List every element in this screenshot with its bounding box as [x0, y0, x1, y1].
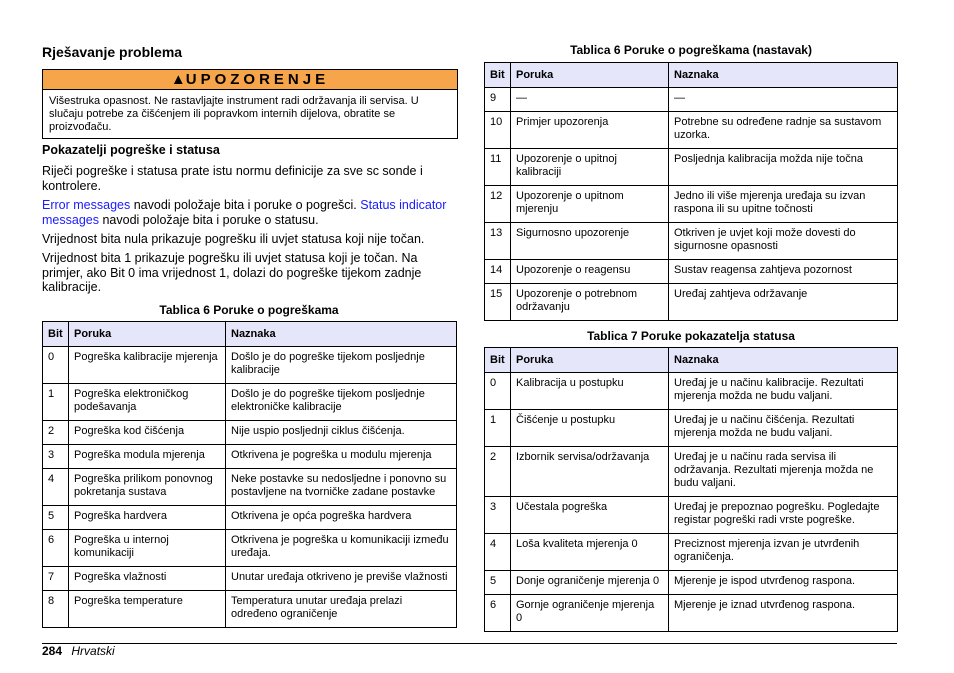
description-cell: Jedno ili više mjerenja uređaja su izvan raspona ili su upitne točnosti — [669, 186, 898, 223]
bit-cell: 8 — [43, 591, 69, 628]
status-indicator-messages-link[interactable]: Status indicator messages — [42, 198, 447, 227]
description-cell: Preciznost mjerenja izvan je utvrđenih ograničenja. — [669, 534, 898, 571]
description-cell: Temperatura unutar uređaja prelazi određeno ograničenje — [226, 591, 457, 628]
paragraph: Vrijednost bita 1 prikazuje pogrešku ili uvjet statusa koji je točan. Na primjer, ako Bit 0 ima vrijednost 1, dolazi do pogreške tijekom zadnje kalibracije. — [42, 251, 422, 294]
bit-cell: 4 — [43, 469, 69, 506]
description-cell: Došlo je do pogreške tijekom posljednje kalibracije — [226, 347, 457, 384]
column-header: Bit — [485, 63, 511, 88]
table-row — [485, 447, 898, 497]
message-cell: Upozorenje o reagensu — [511, 260, 669, 284]
bit-cell: 5 — [43, 506, 69, 530]
message-cell: Pogreška elektroničkog podešavanja — [69, 384, 226, 421]
warning-title: UPOZORENJE — [185, 71, 330, 88]
description-cell: Uređaj je prepoznao pogrešku. Pogledajte registar pogreški radi vrste pogreške. — [669, 497, 898, 534]
bit-cell: 4 — [485, 534, 511, 571]
message-cell: Pogreška hardvera — [69, 506, 226, 530]
table-header-row — [43, 322, 457, 347]
message-cell: Čišćenje u postupku — [511, 410, 669, 447]
table-row — [43, 567, 457, 591]
description-cell: Posljednja kalibracija možda nije točna — [669, 149, 898, 186]
table-row — [485, 284, 898, 321]
description-cell: Unutar uređaja otkriveno je previše vlažnosti — [226, 567, 457, 591]
description-cell: — — [669, 88, 898, 112]
bit-cell: 12 — [485, 186, 511, 223]
description-cell: Neke postavke su nedosljedne i ponovno su postavljene na tvorničke zadane postavke — [226, 469, 457, 506]
footer-divider — [42, 643, 897, 644]
table-row — [485, 88, 898, 112]
table-row — [485, 534, 898, 571]
subsection-title: Pokazatelji pogreške i statusa — [42, 143, 220, 157]
error-messages-table — [42, 321, 457, 628]
column-header: Bit — [485, 348, 511, 373]
message-cell: Loša kvaliteta mjerenja 0 — [511, 534, 669, 571]
message-cell: Upozorenje o upitnoj kalibraciji — [511, 149, 669, 186]
description-cell: Sustav reagensa zahtjeva pozornost — [669, 260, 898, 284]
warning-text: Višestruka opasnost. Ne rastavljajte instrument radi održavanja ili servisa. U slučaju potrebe za čišćenjem ili popravkom internih dijelova, obratite se proizvođaču. — [49, 95, 419, 133]
table-row — [43, 530, 457, 567]
message-cell: Učestala pogreška — [511, 497, 669, 534]
table-row — [43, 591, 457, 628]
column-header: Poruka — [69, 322, 226, 347]
bit-cell: 6 — [43, 530, 69, 567]
bit-cell: 10 — [485, 112, 511, 149]
bit-cell: 5 — [485, 571, 511, 595]
paragraph: Riječi pogreške i statusa prate istu normu definicije za sve sc sonde i kontrolere. — [42, 164, 423, 193]
message-cell: Pogreška prilikom ponovnog pokretanja sustava — [69, 469, 226, 506]
page-number: 284 — [42, 644, 63, 658]
message-cell: Pogreška kalibracije mjerenja — [69, 347, 226, 384]
description-cell: Mjerenje je iznad utvrđenog raspona. — [669, 595, 898, 632]
column-header: Bit — [43, 322, 69, 347]
footer-language: Hrvatski — [71, 644, 115, 658]
table-row — [485, 149, 898, 186]
table-row — [43, 469, 457, 506]
description-cell: Nije uspio posljednji ciklus čišćenja. — [226, 421, 457, 445]
table-row — [485, 260, 898, 284]
bit-cell: 2 — [485, 447, 511, 497]
description-cell: Otkriven je uvjet koji može dovesti do sigurnosne opasnosti — [669, 223, 898, 260]
message-cell: — — [511, 88, 669, 112]
table-row — [485, 373, 898, 410]
bit-cell: 7 — [43, 567, 69, 591]
paragraph: Vrijednost bita nula prikazuje pogrešku ili uvjet statusa koji nije točan. — [42, 232, 425, 246]
table-header-row — [485, 348, 898, 373]
description-cell: Mjerenje je ispod utvrđenog raspona. — [669, 571, 898, 595]
table-row — [485, 223, 898, 260]
column-header: Naznaka — [669, 348, 898, 373]
table-row — [485, 571, 898, 595]
bit-cell: 11 — [485, 149, 511, 186]
bit-cell: 3 — [485, 497, 511, 534]
table-row — [485, 112, 898, 149]
description-cell: Otkrivena je pogreška u modulu mjerenja — [226, 445, 457, 469]
table-row — [485, 410, 898, 447]
message-cell: Sigurnosno upozorenje — [511, 223, 669, 260]
table7-caption: Tablica 7 Poruke pokazatelja statusa — [587, 329, 795, 343]
bit-cell: 3 — [43, 445, 69, 469]
message-cell: Kalibracija u postupku — [511, 373, 669, 410]
table6b-caption: Tablica 6 Poruke o pogreškama (nastavak) — [570, 43, 812, 57]
message-cell: Upozorenje o upitnom mjerenju — [511, 186, 669, 223]
message-cell: Pogreška u internoj komunikaciji — [69, 530, 226, 567]
message-cell: Pogreška vlažnosti — [69, 567, 226, 591]
paragraph — [42, 198, 460, 227]
column-header: Naznaka — [669, 63, 898, 88]
table-row — [43, 347, 457, 384]
bit-cell: 15 — [485, 284, 511, 321]
bit-cell: 0 — [43, 347, 69, 384]
table-row — [485, 497, 898, 534]
error-messages-continued-table — [484, 62, 898, 321]
message-cell: Gornje ograničenje mjerenja 0 — [511, 595, 669, 632]
section-title: Rješavanje problema — [42, 44, 183, 60]
paragraph-text: navodi položaje bita i poruke o statusu. — [98, 212, 319, 227]
table-row — [43, 506, 457, 530]
warning-box — [42, 69, 458, 139]
description-cell: Uređaj je u načinu čišćenja. Rezultati mjerenja možda ne budu valjani. — [669, 410, 898, 447]
message-cell: Izbornik servisa/održavanja — [511, 447, 669, 497]
footer — [42, 644, 115, 658]
description-cell: Uređaj zahtjeva održavanje — [669, 284, 898, 321]
table-row — [43, 421, 457, 445]
description-cell: Otkrivena je opća pogreška hardvera — [226, 506, 457, 530]
bit-cell: 2 — [43, 421, 69, 445]
message-cell: Upozorenje o potrebnom održavanju — [511, 284, 669, 321]
bit-cell: 14 — [485, 260, 511, 284]
table-row — [43, 384, 457, 421]
bit-cell: 13 — [485, 223, 511, 260]
bit-cell: 1 — [43, 384, 69, 421]
column-header: Naznaka — [226, 322, 457, 347]
table-row — [485, 186, 898, 223]
status-messages-table — [484, 347, 898, 632]
description-cell: Otkrivena je pogreška u komunikaciji između uređaja. — [226, 530, 457, 567]
warning-triangle-icon: ▲ — [170, 71, 186, 88]
description-cell: Potrebne su određene radnje sa sustavom uzorka. — [669, 112, 898, 149]
table-row — [43, 445, 457, 469]
table-row — [485, 595, 898, 632]
bit-cell: 1 — [485, 410, 511, 447]
message-cell: Pogreška temperature — [69, 591, 226, 628]
message-cell: Pogreška kod čišćenja — [69, 421, 226, 445]
bit-cell: 9 — [485, 88, 511, 112]
table-header-row — [485, 63, 898, 88]
column-header: Poruka — [511, 348, 669, 373]
message-cell: Donje ograničenje mjerenja 0 — [511, 571, 669, 595]
bit-cell: 0 — [485, 373, 511, 410]
warning-header — [43, 70, 457, 90]
bit-cell: 6 — [485, 595, 511, 632]
message-cell: Primjer upozorenja — [511, 112, 669, 149]
paragraph-text: navodi položaje bita i poruke o pogrešci. — [130, 198, 361, 212]
message-cell: Pogreška modula mjerenja — [69, 445, 226, 469]
table6-caption: Tablica 6 Poruke o pogreškama — [159, 303, 339, 317]
description-cell: Uređaj je u načinu kalibracije. Rezultati mjerenja možda ne budu valjani. — [669, 373, 898, 410]
description-cell: Došlo je do pogreške tijekom posljednje elektroničke kalibracije — [226, 384, 457, 421]
column-header: Poruka — [511, 63, 669, 88]
error-messages-link[interactable]: Error messages — [42, 198, 131, 212]
description-cell: Uređaj je u načinu rada servisa ili održavanja. Rezultati mjerenja možda ne budu valjani. — [669, 447, 898, 497]
